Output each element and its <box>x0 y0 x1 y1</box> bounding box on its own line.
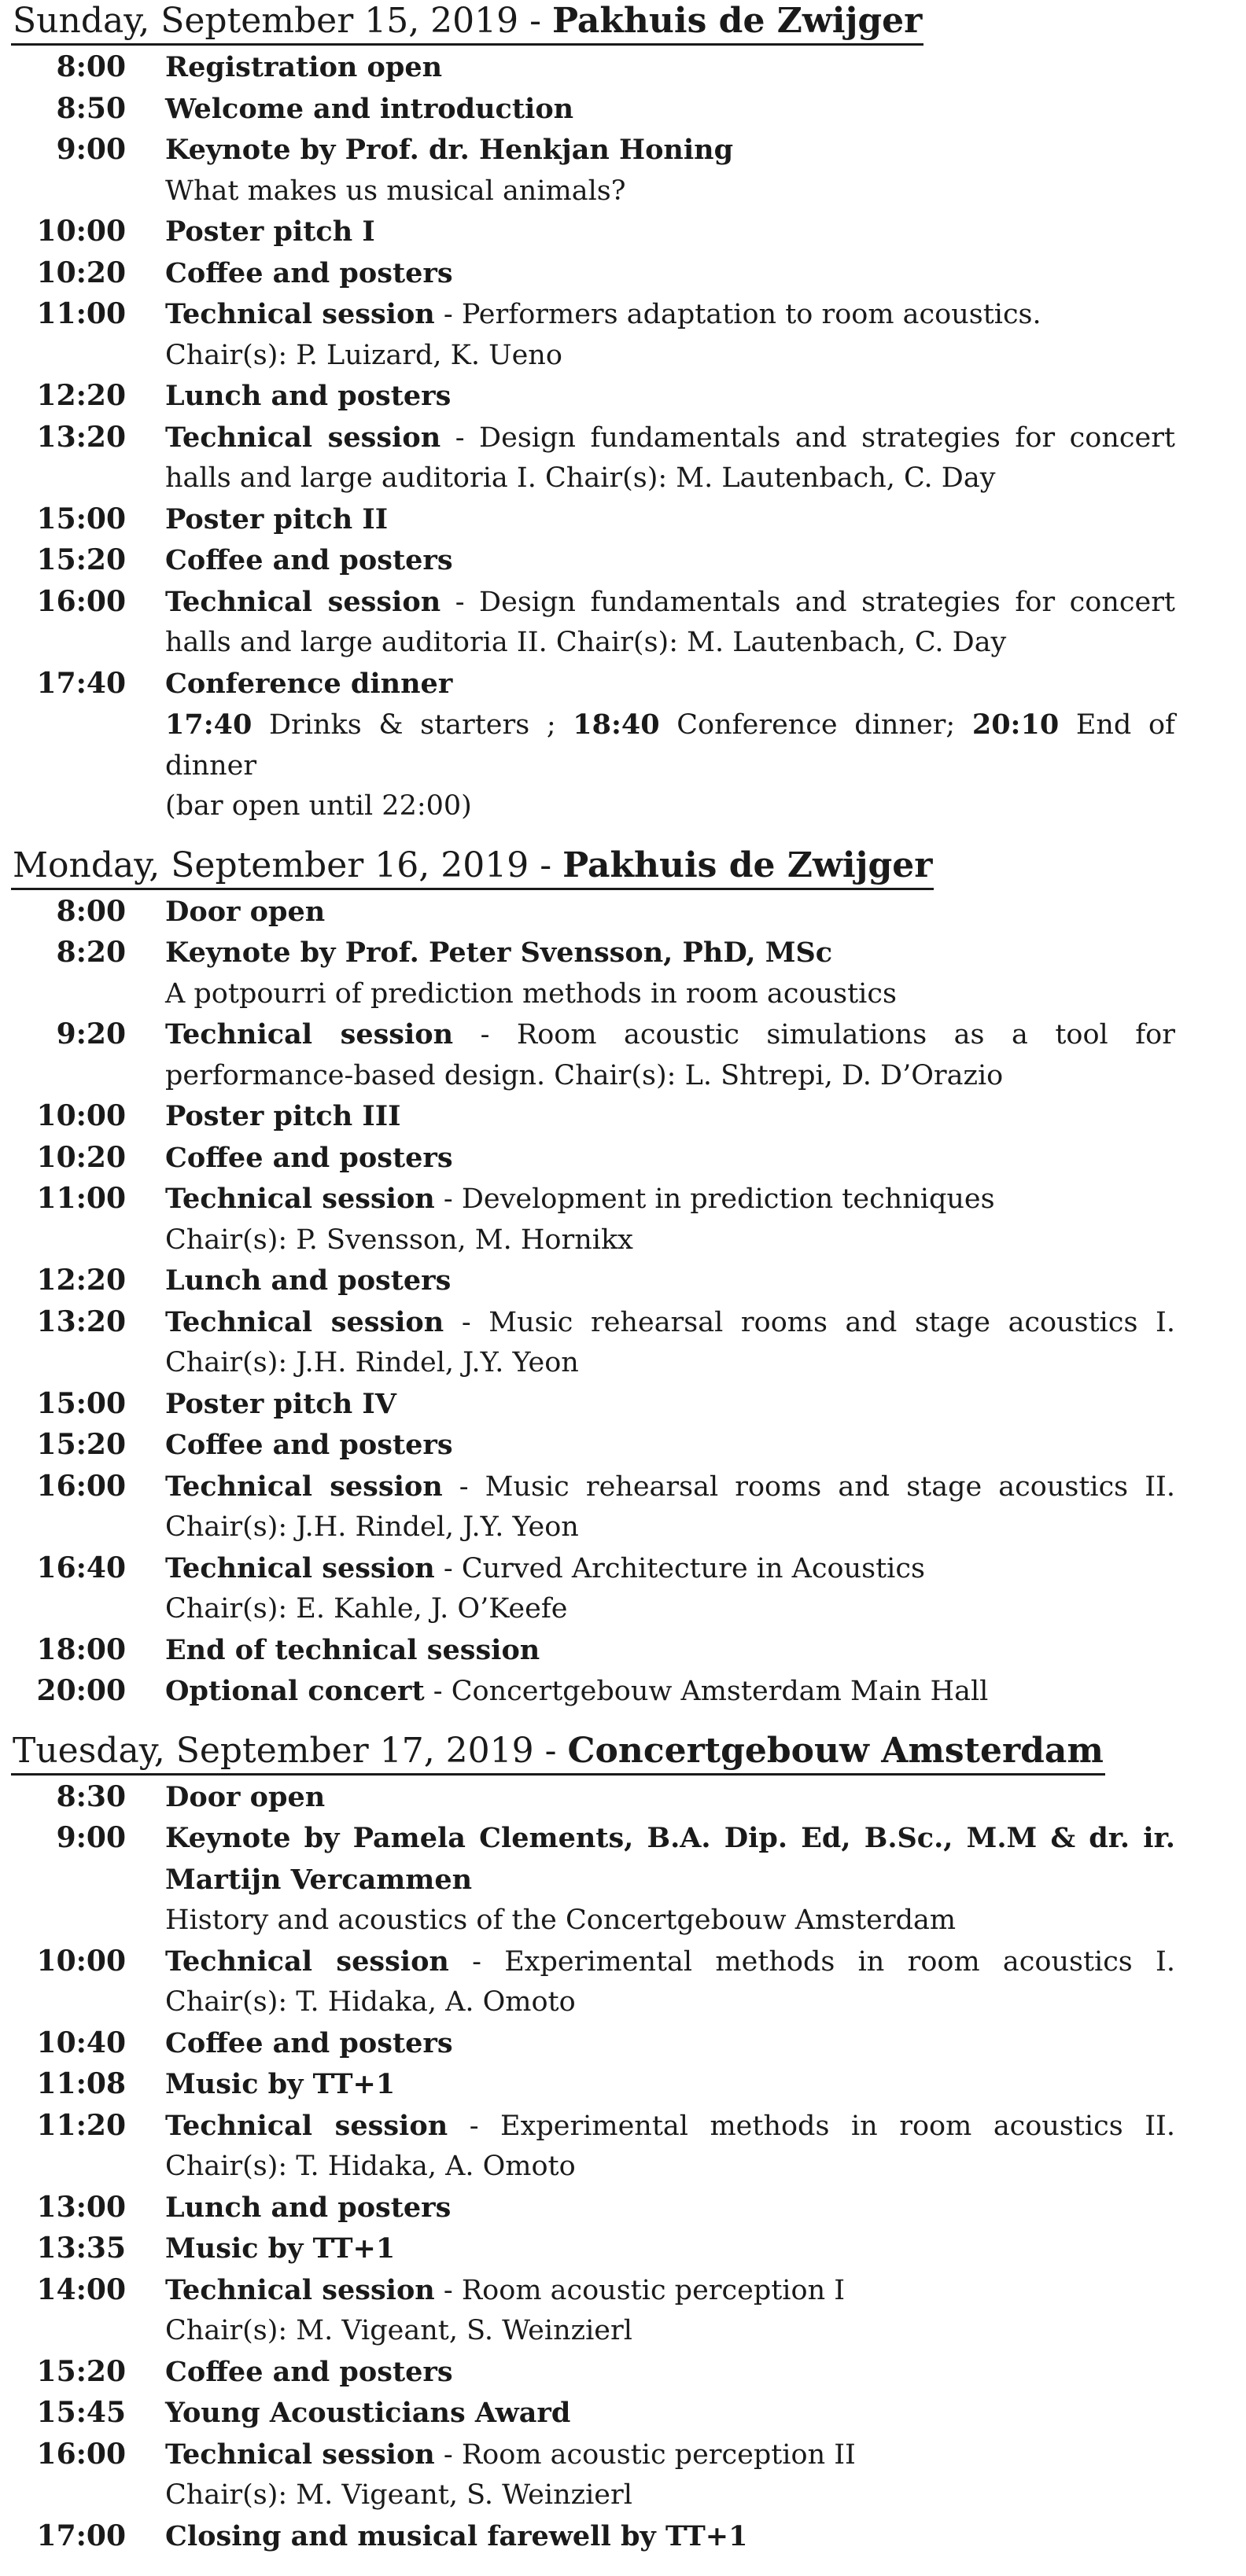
entry-subtitle: Chair(s): P. Luizard, K. Ueno <box>165 339 562 371</box>
entry-title: Coffee and posters <box>165 1141 453 1174</box>
entry-time: 10:40 <box>36 2026 126 2059</box>
entry-description: - Room acoustic perception II <box>434 2438 856 2471</box>
entry-content <box>165 2228 1175 2270</box>
entry-time: 9:00 <box>56 1821 126 1854</box>
dinner-time: 20:10 <box>971 708 1060 741</box>
entry-description: - Room acoustic simulations as a tool for performance-based design. Chair(s): L. Shtrepi, D. D’Orazio <box>165 1019 1175 1091</box>
entry-time: 16:00 <box>36 2437 126 2471</box>
entry-time: 15:45 <box>36 2396 126 2429</box>
entry-content <box>165 1630 1175 1672</box>
entry-content <box>165 2064 1175 2106</box>
entry-time: 8:30 <box>56 1779 126 1813</box>
entry-title: Coffee and posters <box>165 256 453 289</box>
entry-title: Technical session <box>165 2109 448 2142</box>
entry-time: 10:00 <box>36 1099 126 1132</box>
day-heading <box>11 845 934 890</box>
entry-content <box>165 2352 1175 2394</box>
entry-description: - Concertgebouw Amsterdam Main Hall <box>424 1676 989 1707</box>
entry-time: 9:00 <box>56 133 126 166</box>
day-heading-date: Monday, September 16, 2019 - <box>13 845 563 885</box>
entry-subtitle: Chair(s): M. Vigeant, S. Weinzierl <box>165 2479 632 2511</box>
entry-content <box>165 2106 1175 2188</box>
day-heading <box>11 1730 1105 1776</box>
entry-content <box>165 1818 1175 1941</box>
entry-title: Registration open <box>165 51 443 83</box>
entry-content <box>165 89 1175 131</box>
entry-time: 10:00 <box>36 1944 126 1978</box>
entry-time: 10:20 <box>36 256 126 289</box>
dinner-note: (bar open until 22:00) <box>165 790 472 822</box>
schedule-entry <box>0 2516 1246 2558</box>
schedule-entry <box>0 47 1246 89</box>
entry-time: 18:00 <box>36 1632 126 1666</box>
entry-title: Poster pitch III <box>165 1100 401 1132</box>
entry-content <box>165 418 1175 499</box>
schedule-entry <box>0 2106 1246 2188</box>
schedule-entry <box>0 1260 1246 1302</box>
schedule-entry <box>0 1777 1246 1819</box>
schedule-entry <box>0 1671 1246 1713</box>
entry-title: Young Acousticians Award <box>165 2397 571 2429</box>
entry-content <box>165 892 1175 933</box>
entry-title: Coffee and posters <box>165 2026 453 2059</box>
entry-title: Lunch and posters <box>165 380 452 412</box>
schedule-entry <box>0 1630 1246 1672</box>
entry-content <box>165 499 1175 541</box>
schedule-entry <box>0 1466 1246 1548</box>
entry-content <box>165 1260 1175 1302</box>
entry-title: Keynote by Pamela Clements, B.A. Dip. Ed, B.Sc., M.M & dr. ir. Martijn Vercammen <box>165 1822 1175 1896</box>
entry-description: - Music rehearsal rooms and stage acoustics II. Chair(s): J.H. Rindel, J.Y. Yeon <box>165 1470 1175 1543</box>
schedule-list <box>0 1777 1246 2558</box>
schedule-entry <box>0 253 1246 295</box>
entry-content <box>165 1425 1175 1466</box>
entry-title: Door open <box>165 1780 326 1813</box>
entry-time: 16:00 <box>36 584 126 618</box>
entry-content <box>165 1138 1175 1179</box>
entry-description: - Performers adaptation to room acoustics. <box>434 299 1041 330</box>
schedule-list <box>0 47 1246 827</box>
entry-content <box>165 1671 1175 1713</box>
schedule-entry <box>0 1818 1246 1941</box>
entry-description: - Design fundamentals and strategies for concert halls and large auditoria II. Chair(s): M. Lautenbach, C. Day <box>165 586 1175 658</box>
schedule-entry <box>0 2270 1246 2352</box>
entry-content <box>165 664 1175 827</box>
entry-content <box>165 582 1175 664</box>
entry-time: 13:35 <box>36 2232 126 2265</box>
schedule-entry <box>0 540 1246 582</box>
entry-time: 12:20 <box>36 379 126 412</box>
schedule-entry <box>0 933 1246 1014</box>
entry-title: End of technical session <box>165 1633 540 1666</box>
dinner-item: End of dinner <box>165 709 1175 782</box>
entry-content <box>165 2434 1175 2516</box>
schedule-entry <box>0 2228 1246 2270</box>
entry-content <box>165 1096 1175 1138</box>
entry-content <box>165 1466 1175 1548</box>
schedule-entry <box>0 1014 1246 1096</box>
entry-title: Poster pitch IV <box>165 1387 396 1420</box>
entry-title: Technical session <box>165 1945 449 1978</box>
schedule-entry <box>0 89 1246 131</box>
schedule-entry <box>0 1548 1246 1630</box>
day-heading <box>11 0 923 46</box>
entry-content <box>165 2393 1175 2434</box>
schedule-entry <box>0 418 1246 499</box>
entry-title: Technical session <box>165 1551 435 1584</box>
entry-title: Technical session <box>165 2438 435 2471</box>
entry-title: Poster pitch I <box>165 215 375 248</box>
entry-title: Technical session <box>165 1305 444 1338</box>
schedule-entry <box>0 664 1246 827</box>
entry-description: - Room acoustic perception I <box>434 2274 846 2306</box>
entry-title: Technical session <box>165 421 441 454</box>
day-heading-venue: Pakhuis de Zwijger <box>562 845 933 885</box>
entry-content <box>165 47 1175 89</box>
entry-time: 12:20 <box>36 1264 126 1297</box>
entry-time: 17:40 <box>36 666 126 700</box>
entry-title: Coffee and posters <box>165 1429 453 1461</box>
entry-content <box>165 294 1175 376</box>
entry-title: Closing and musical farewell by TT+1 <box>165 2519 748 2552</box>
day-section <box>0 845 1246 1713</box>
entry-content <box>165 376 1175 418</box>
day-spacer <box>0 827 1246 845</box>
entry-subtitle: History and acoustics of the Concertgebouw Amsterdam <box>165 1904 957 1936</box>
entry-title: Technical session <box>165 585 441 618</box>
entry-title: Music by TT+1 <box>165 2068 396 2100</box>
schedule-list <box>0 892 1246 1713</box>
schedule-entry <box>0 1941 1246 2023</box>
day-section <box>0 1730 1246 2558</box>
entry-time: 11:20 <box>36 2108 126 2142</box>
entry-content <box>165 130 1175 212</box>
schedule-entry <box>0 2064 1246 2106</box>
entry-time: 16:40 <box>36 1551 126 1584</box>
schedule-entry <box>0 2188 1246 2229</box>
entry-content <box>165 2516 1175 2558</box>
dinner-details <box>165 705 1175 786</box>
entry-subtitle: Chair(s): E. Kahle, J. O’Keefe <box>165 1593 568 1625</box>
schedule-entry <box>0 376 1246 418</box>
day-heading-venue: Concertgebouw Amsterdam <box>567 1730 1104 1771</box>
schedule-entry <box>0 1179 1246 1260</box>
entry-description: - Music rehearsal rooms and stage acoustics I. Chair(s): J.H. Rindel, J.Y. Yeon <box>165 1306 1175 1378</box>
entry-title: Technical session <box>165 298 435 330</box>
entry-title: Coffee and posters <box>165 544 453 576</box>
day-heading-date: Tuesday, September 17, 2019 - <box>13 1730 568 1771</box>
entry-time: 15:00 <box>36 1386 126 1420</box>
day-spacer <box>0 1713 1246 1730</box>
schedule-entry <box>0 130 1246 212</box>
schedule-entry <box>0 1096 1246 1138</box>
schedule-entry <box>0 499 1246 541</box>
entry-time: 10:20 <box>36 1140 126 1174</box>
entry-time: 11:00 <box>36 297 126 330</box>
entry-content <box>165 212 1175 253</box>
entry-subtitle: Chair(s): P. Svensson, M. Hornikx <box>165 1224 633 1256</box>
entry-time: 8:20 <box>56 936 126 969</box>
entry-title: Lunch and posters <box>165 2191 452 2224</box>
entry-title: Technical session <box>165 1018 454 1051</box>
entry-time: 8:00 <box>56 894 126 928</box>
entry-time: 15:20 <box>36 1428 126 1461</box>
entry-description: - Design fundamentals and strategies for concert halls and large auditoria I. Chair(s): M. Lautenbach, C. Day <box>165 421 1175 494</box>
schedule-entry <box>0 1138 1246 1179</box>
schedule-entry <box>0 2434 1246 2516</box>
entry-content <box>165 540 1175 582</box>
entry-title: Technical session <box>165 1470 443 1503</box>
entry-content <box>165 933 1175 1014</box>
schedule-entry <box>0 294 1246 376</box>
entry-content <box>165 1777 1175 1819</box>
entry-description: - Development in prediction techniques <box>434 1183 995 1215</box>
entry-subtitle: Chair(s): M. Vigeant, S. Weinzierl <box>165 2315 632 2346</box>
entry-title: Keynote by Prof. Peter Svensson, PhD, MSc <box>165 937 833 969</box>
entry-content <box>165 1014 1175 1096</box>
schedule-entry <box>0 1302 1246 1384</box>
dinner-time: 18:40 <box>573 708 660 741</box>
entry-title: Lunch and posters <box>165 1264 452 1297</box>
entry-time: 11:00 <box>36 1182 126 1215</box>
schedule-entry <box>0 582 1246 664</box>
entry-title: Door open <box>165 895 326 928</box>
entry-content <box>165 2270 1175 2352</box>
entry-title: Keynote by Prof. dr. Henkjan Honing <box>165 134 734 166</box>
entry-time: 14:00 <box>36 2272 126 2306</box>
entry-title: Music by TT+1 <box>165 2232 396 2265</box>
entry-title: Welcome and introduction <box>165 92 574 125</box>
entry-time: 15:20 <box>36 2354 126 2388</box>
schedule-entry <box>0 892 1246 933</box>
dinner-item: Drinks & starters ; <box>252 709 573 741</box>
entry-content <box>165 2188 1175 2229</box>
entry-title: Coffee and posters <box>165 2355 453 2388</box>
schedule-entry <box>0 1425 1246 1466</box>
entry-content <box>165 1548 1175 1630</box>
entry-time: 15:00 <box>36 502 126 535</box>
entry-title: Poster pitch II <box>165 502 389 535</box>
dinner-item: Conference dinner; <box>659 709 972 741</box>
day-heading-venue: Pakhuis de Zwijger <box>552 1 923 41</box>
entry-description: - Experimental methods in room acoustics I. Chair(s): T. Hidaka, A. Omoto <box>165 1945 1175 2018</box>
entry-content <box>165 2023 1175 2065</box>
entry-title: Technical session <box>165 2273 435 2306</box>
entry-description: - Experimental methods in room acoustics II. Chair(s): T. Hidaka, A. Omoto <box>165 2110 1175 2182</box>
entry-content <box>165 1941 1175 2023</box>
entry-title: Optional concert <box>165 1675 425 1707</box>
entry-time: 13:00 <box>36 2190 126 2224</box>
entry-time: 13:20 <box>36 1305 126 1338</box>
schedule-entry <box>0 2023 1246 2065</box>
schedule-entry <box>0 212 1246 253</box>
entry-content <box>165 253 1175 295</box>
entry-time: 8:50 <box>56 91 126 125</box>
entry-title: Conference dinner <box>165 667 453 700</box>
entry-content <box>165 1302 1175 1384</box>
entry-time: 9:20 <box>56 1018 126 1051</box>
entry-time: 15:20 <box>36 543 126 576</box>
entry-subtitle: A potpourri of prediction methods in room acoustics <box>165 977 897 1010</box>
entry-title: Technical session <box>165 1183 435 1215</box>
day-section <box>0 0 1246 827</box>
dinner-time: 17:40 <box>165 708 253 741</box>
entry-time: 13:20 <box>36 420 126 454</box>
schedule-entry <box>0 1384 1246 1426</box>
entry-content <box>165 1179 1175 1260</box>
entry-time: 10:00 <box>36 215 126 248</box>
entry-time: 16:00 <box>36 1469 126 1503</box>
schedule-entry <box>0 2352 1246 2394</box>
schedule-entry <box>0 2393 1246 2434</box>
day-heading-date: Sunday, September 15, 2019 - <box>13 1 552 41</box>
entry-subtitle: What makes us musical animals? <box>165 175 626 207</box>
entry-description: - Curved Architecture in Acoustics <box>434 1552 925 1584</box>
entry-content <box>165 1384 1175 1426</box>
entry-time: 8:00 <box>56 50 126 83</box>
entry-time: 17:00 <box>36 2519 126 2552</box>
entry-time: 11:08 <box>36 2067 126 2100</box>
entry-time: 20:00 <box>36 1674 126 1707</box>
